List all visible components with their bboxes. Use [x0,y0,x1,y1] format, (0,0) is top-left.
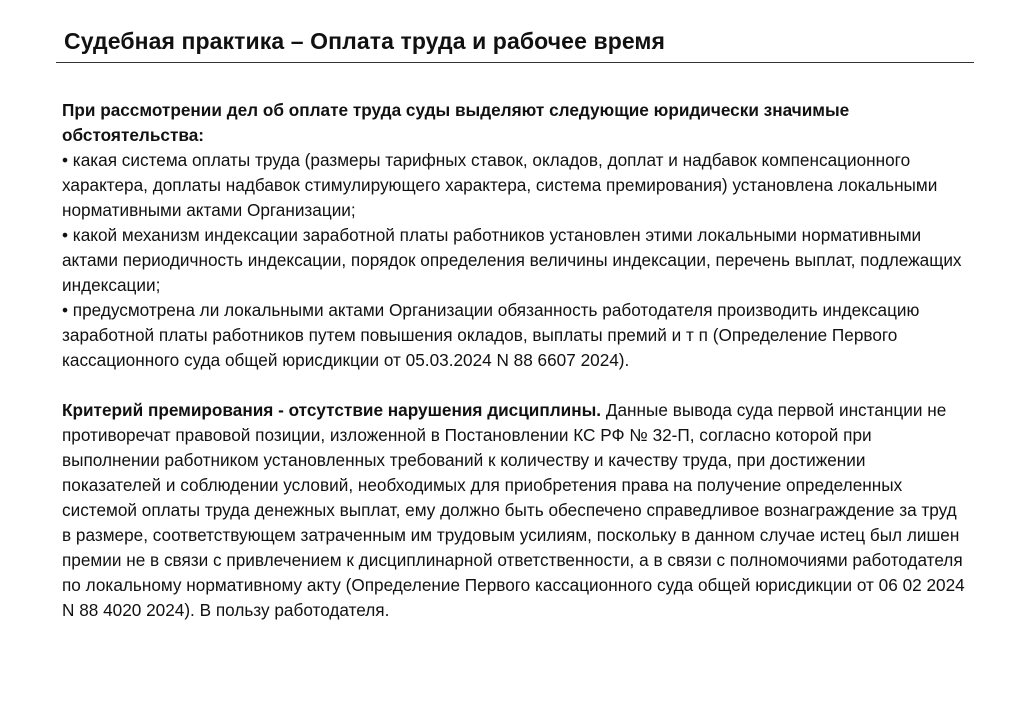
section2-text: Данные вывода суда первой инстанции не противоречат правовой позиции, изложенной в Постановлении КС РФ № 32-П, согласно которой при выполнении работником установленных требований к количеству и качеству труда, при достижении показателей и соблюдении условий, необходимых для приобретения права на получение определенных системой оплаты труда денежных выплат, ему должно быть обеспечено справедливое вознаграждение за труд в размере, соответствующем затраченным им трудовым усилиям, поскольку в данном случае истец был лишен премии не в связи с привлечением к дисциплинарной ответственности, а в связи с полномочиями работодателя по локальному нормативному акту (Определение Первого кассационного суда общей юрисдикции от 06 02 2024 N 88 4020 2024). В пользу работодателя. [62,400,965,620]
title-divider [56,62,974,63]
slide-content [62,98,967,623]
section2-paragraph [62,398,967,623]
bullet-item-1: • какая система оплаты труда (размеры тарифных ставок, окладов, доплат и надбавок компенсационного характера, доплаты надбавок стимулирующего характера, система премирования) установлена локальными нормативными актами Организации; [62,150,938,220]
page-title: Судебная практика – Оплата труда и рабочее время [64,28,666,54]
bullet-item-3: • предусмотрена ли локальными актами Организации обязанность работодателя производить индексацию заработной платы работников путем повышения окладов, выплаты премий и т п (Определение Первого кассационного суда общей юрисдикции от 05.03.2024 N 88 6607 2024). [62,300,920,370]
bullet-item-2: • какой механизм индексации заработной платы работников установлен этими локальными нормативными актами периодичность индексации, порядок определения величины индексации, перечень выплат, подлежащих индексации; [62,225,962,295]
section2-lead: Критерий премирования - отсутствие нарушения дисциплины. [62,400,602,420]
section1-heading: При рассмотрении дел об оплате труда суды выделяют следующие юридически значимые обстоятельства: [62,100,850,145]
